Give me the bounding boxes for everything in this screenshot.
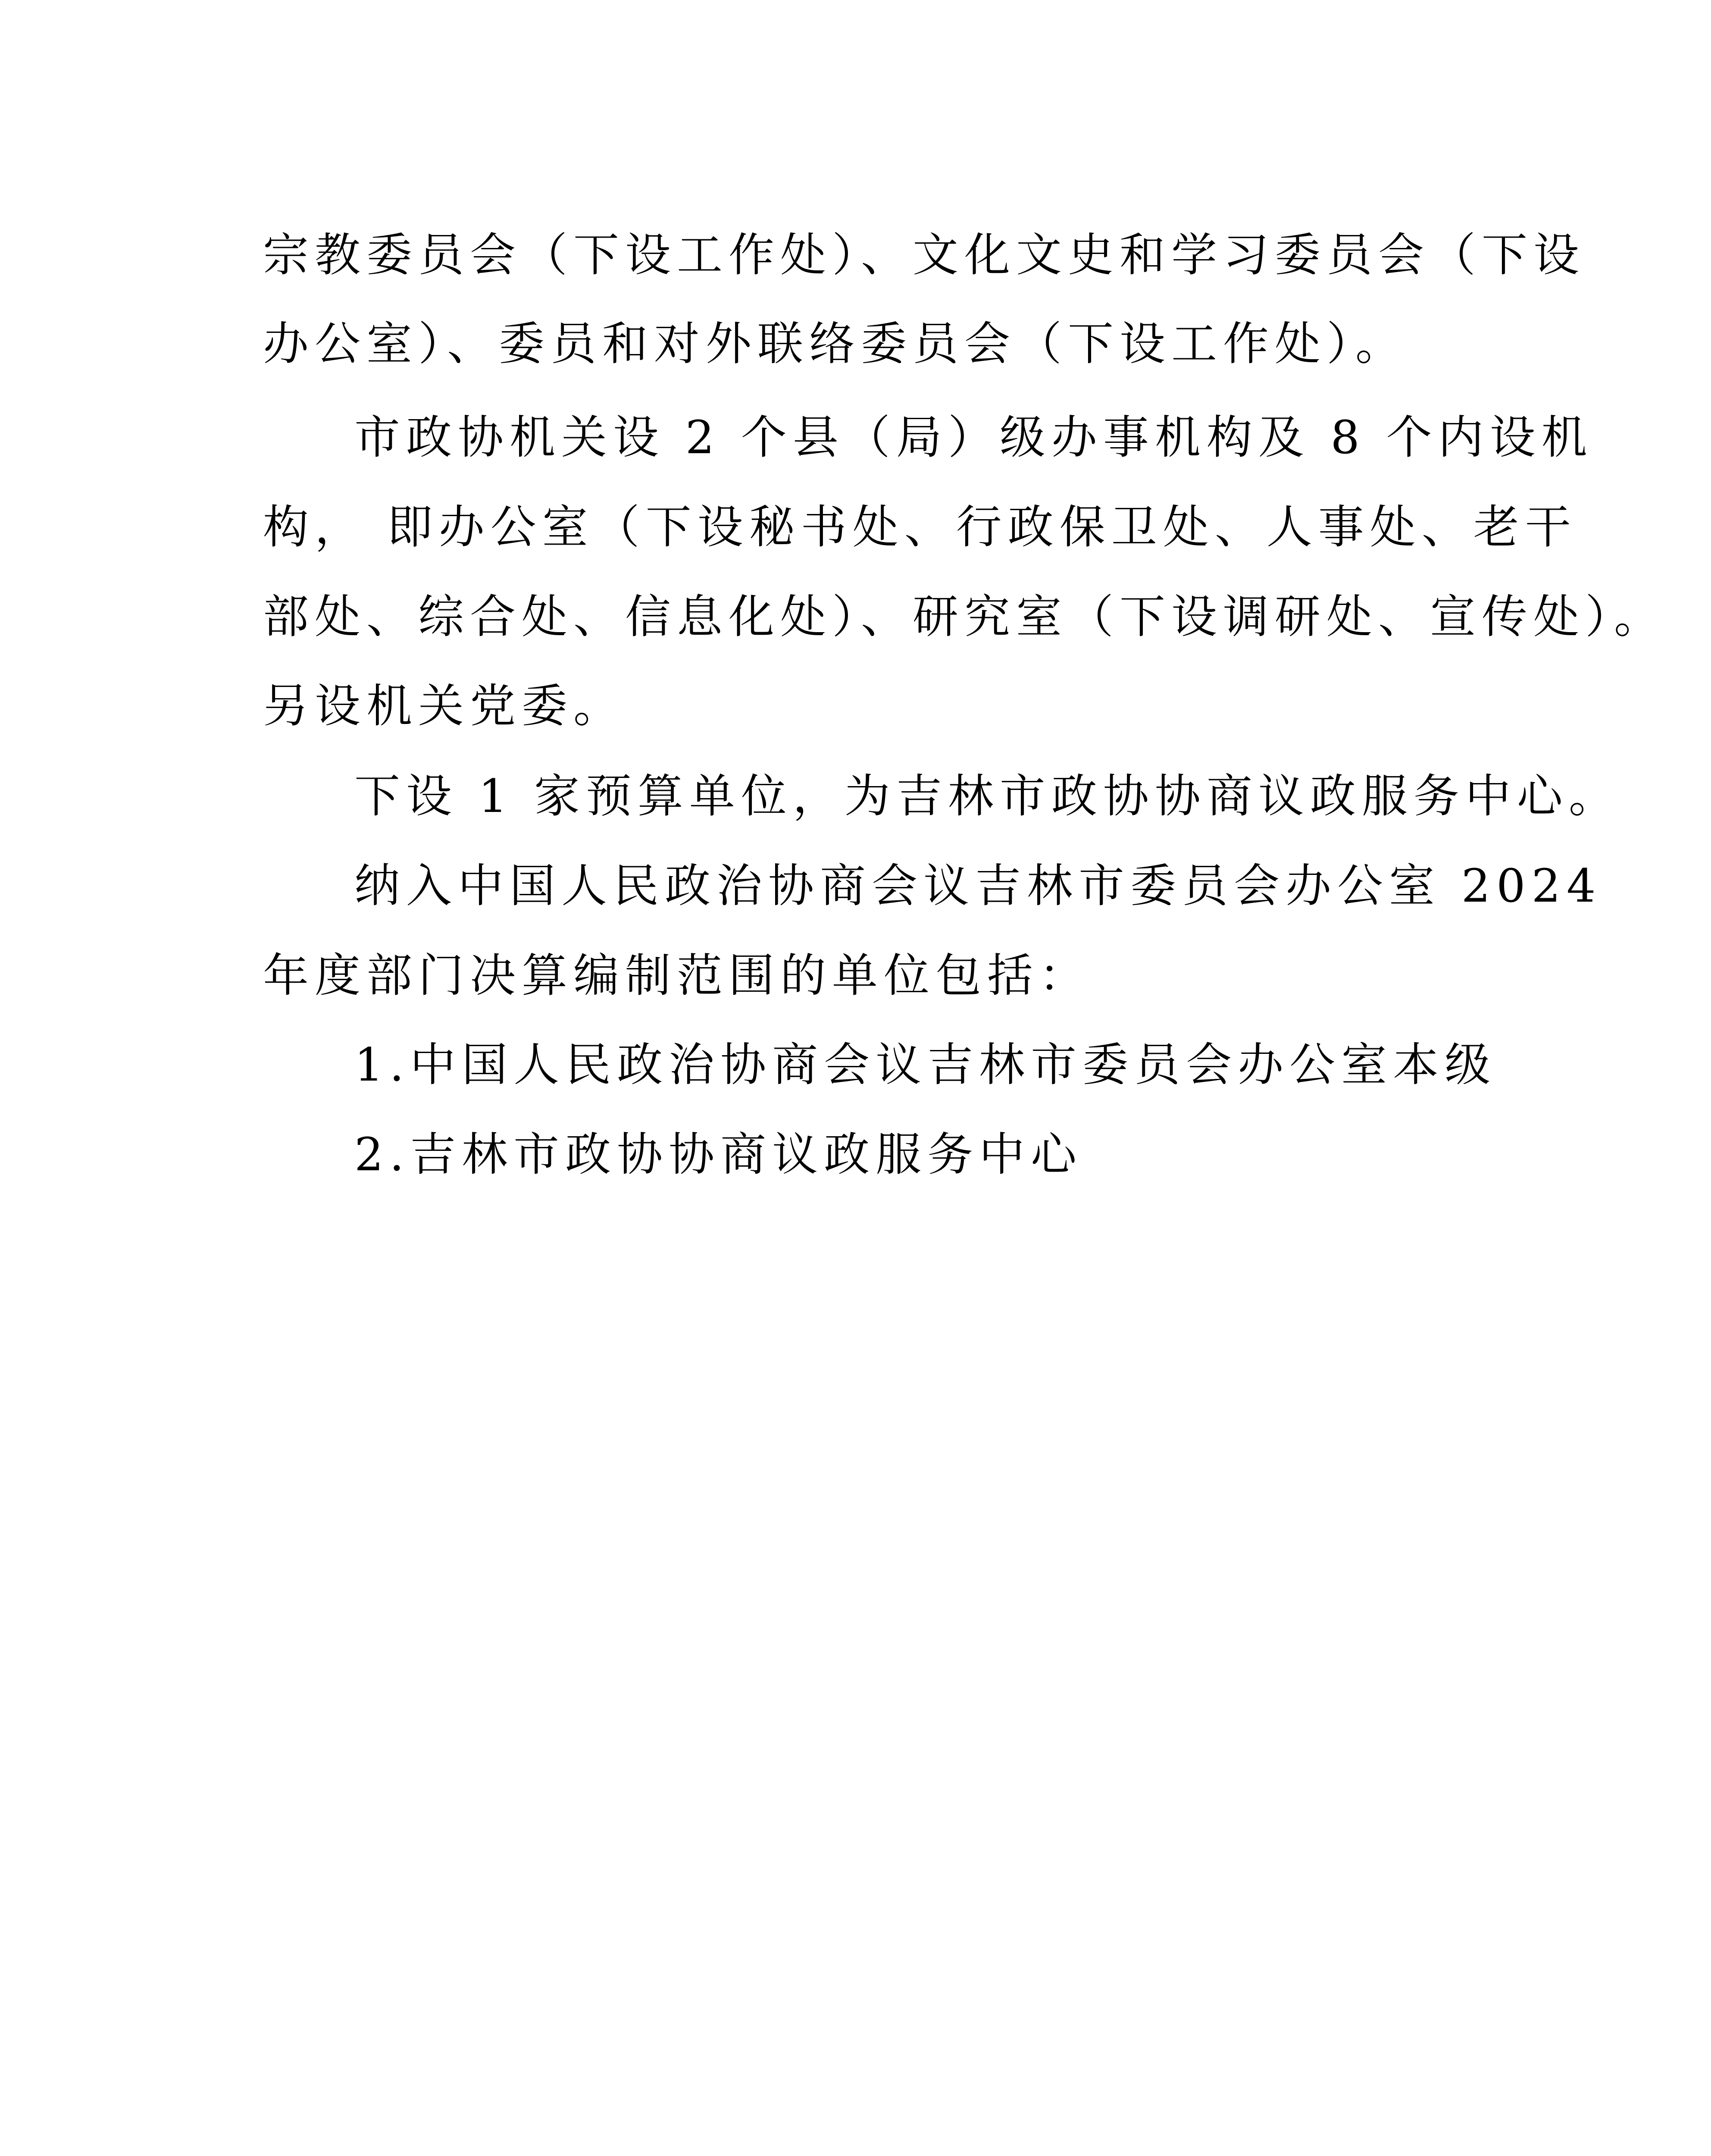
paragraph-line: 市政协机关设 2 个县（局）级办事机构及 8 个内设机 xyxy=(354,411,1593,464)
paragraph-line: 另设机关党委。 xyxy=(263,680,625,733)
paragraph-line: 下设 1 家预算单位，为吉林市政协协商议政服务中心。 xyxy=(354,770,1620,823)
list-item: 2.吉林市政协协商议政服务中心 xyxy=(354,1128,1083,1181)
list-item: 1.中国人民政治协商会议吉林市委员会办公室本级 xyxy=(354,1038,1497,1091)
paragraph-line: 年度部门决算编制范围的单位包括： xyxy=(263,949,1091,1002)
paragraph-line: 部处、综合处、信息化处）、研究室（下设调研处、宣传处）。 xyxy=(263,590,1666,643)
paragraph-line: 纳入中国人民政治协商会议吉林市委员会办公室 2024 xyxy=(354,859,1602,912)
paragraph-line: 办公室）、委员和对外联络委员会（下设工作处）。 xyxy=(263,317,1407,370)
paragraph-line: 构， 即办公室（下设秘书处、行政保卫处、人事处、老干 xyxy=(263,501,1577,554)
paragraph-line: 宗教委员会（下设工作处）、文化文史和学习委员会（下设 xyxy=(263,229,1585,282)
